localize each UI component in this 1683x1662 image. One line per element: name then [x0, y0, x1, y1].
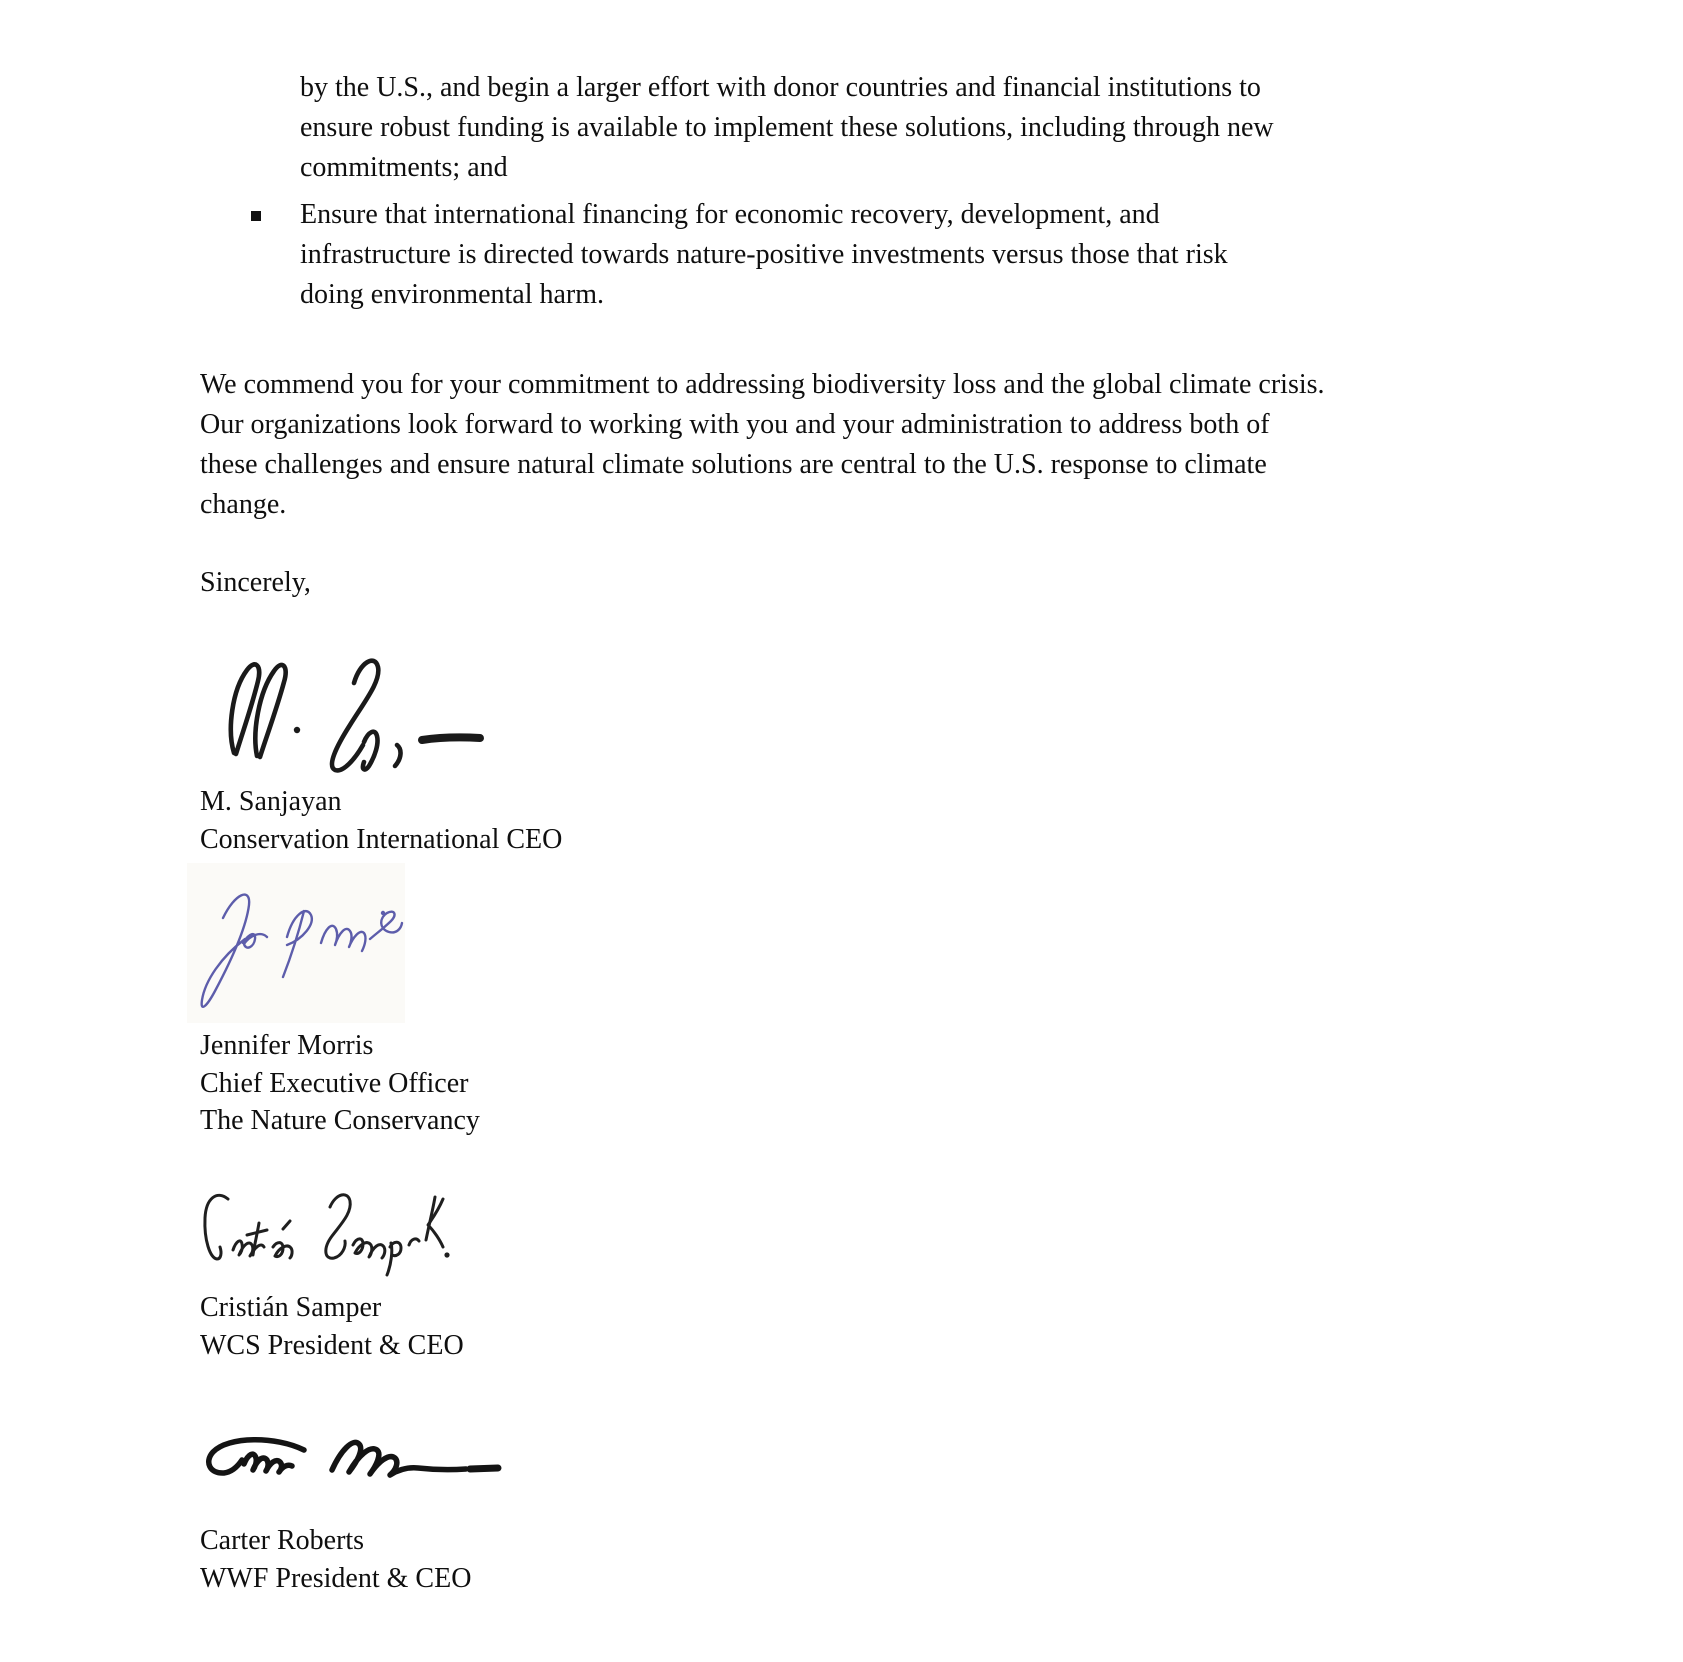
signatory-block	[200, 1027, 480, 1140]
list-item	[300, 195, 1228, 315]
signatory-title: The Nature Conservancy	[200, 1105, 480, 1136]
signatory-block	[200, 1289, 464, 1364]
list-item-continuation	[300, 68, 1274, 188]
body-line: We commend you for your commitment to addressing biodiversity loss and the global climate crisis.	[200, 369, 1325, 400]
body-line: by the U.S., and begin a larger effort with donor countries and financial institutions to	[300, 72, 1261, 103]
signatory-title: Chief Executive Officer	[200, 1067, 469, 1099]
body-line: infrastructure is directed towards nature-positive investments versus those that risk	[300, 239, 1228, 270]
body-line: Ensure that international financing for economic recovery, development, and	[300, 199, 1160, 230]
body-line: commitments; and	[300, 152, 508, 183]
body-line: these challenges and ensure natural climate solutions are central to the U.S. response to climate	[200, 449, 1267, 480]
signatory-block	[200, 783, 562, 858]
signatory-name: Cristián Samper	[200, 1292, 382, 1323]
signatory-block	[200, 1522, 471, 1597]
valediction: Sincerely,	[200, 567, 311, 598]
signatory-title: WWF President & CEO	[200, 1562, 472, 1594]
signatory-name: M. Sanjayan	[200, 786, 342, 817]
signatory-title: Conservation International CEO	[200, 823, 563, 855]
body-line: change.	[200, 489, 287, 520]
signatory-name: Jennifer Morris	[200, 1030, 374, 1061]
signature-carter-roberts	[200, 1428, 505, 1500]
body-line: ensure robust funding is available to implement these solutions, including through new	[300, 112, 1274, 143]
body-line: doing environmental harm.	[300, 279, 605, 310]
signature-jennifer-morris	[187, 863, 405, 1023]
body-line: Our organizations look forward to working with you and your administration to address both of	[200, 409, 1270, 440]
signatory-title: WCS President & CEO	[200, 1329, 464, 1361]
closing-paragraph	[200, 365, 1325, 525]
bullet-square-icon	[251, 211, 261, 221]
signature-m-sanjayan	[212, 650, 492, 778]
signature-cristian-samper	[195, 1185, 455, 1283]
signatory-name: Carter Roberts	[200, 1525, 365, 1556]
